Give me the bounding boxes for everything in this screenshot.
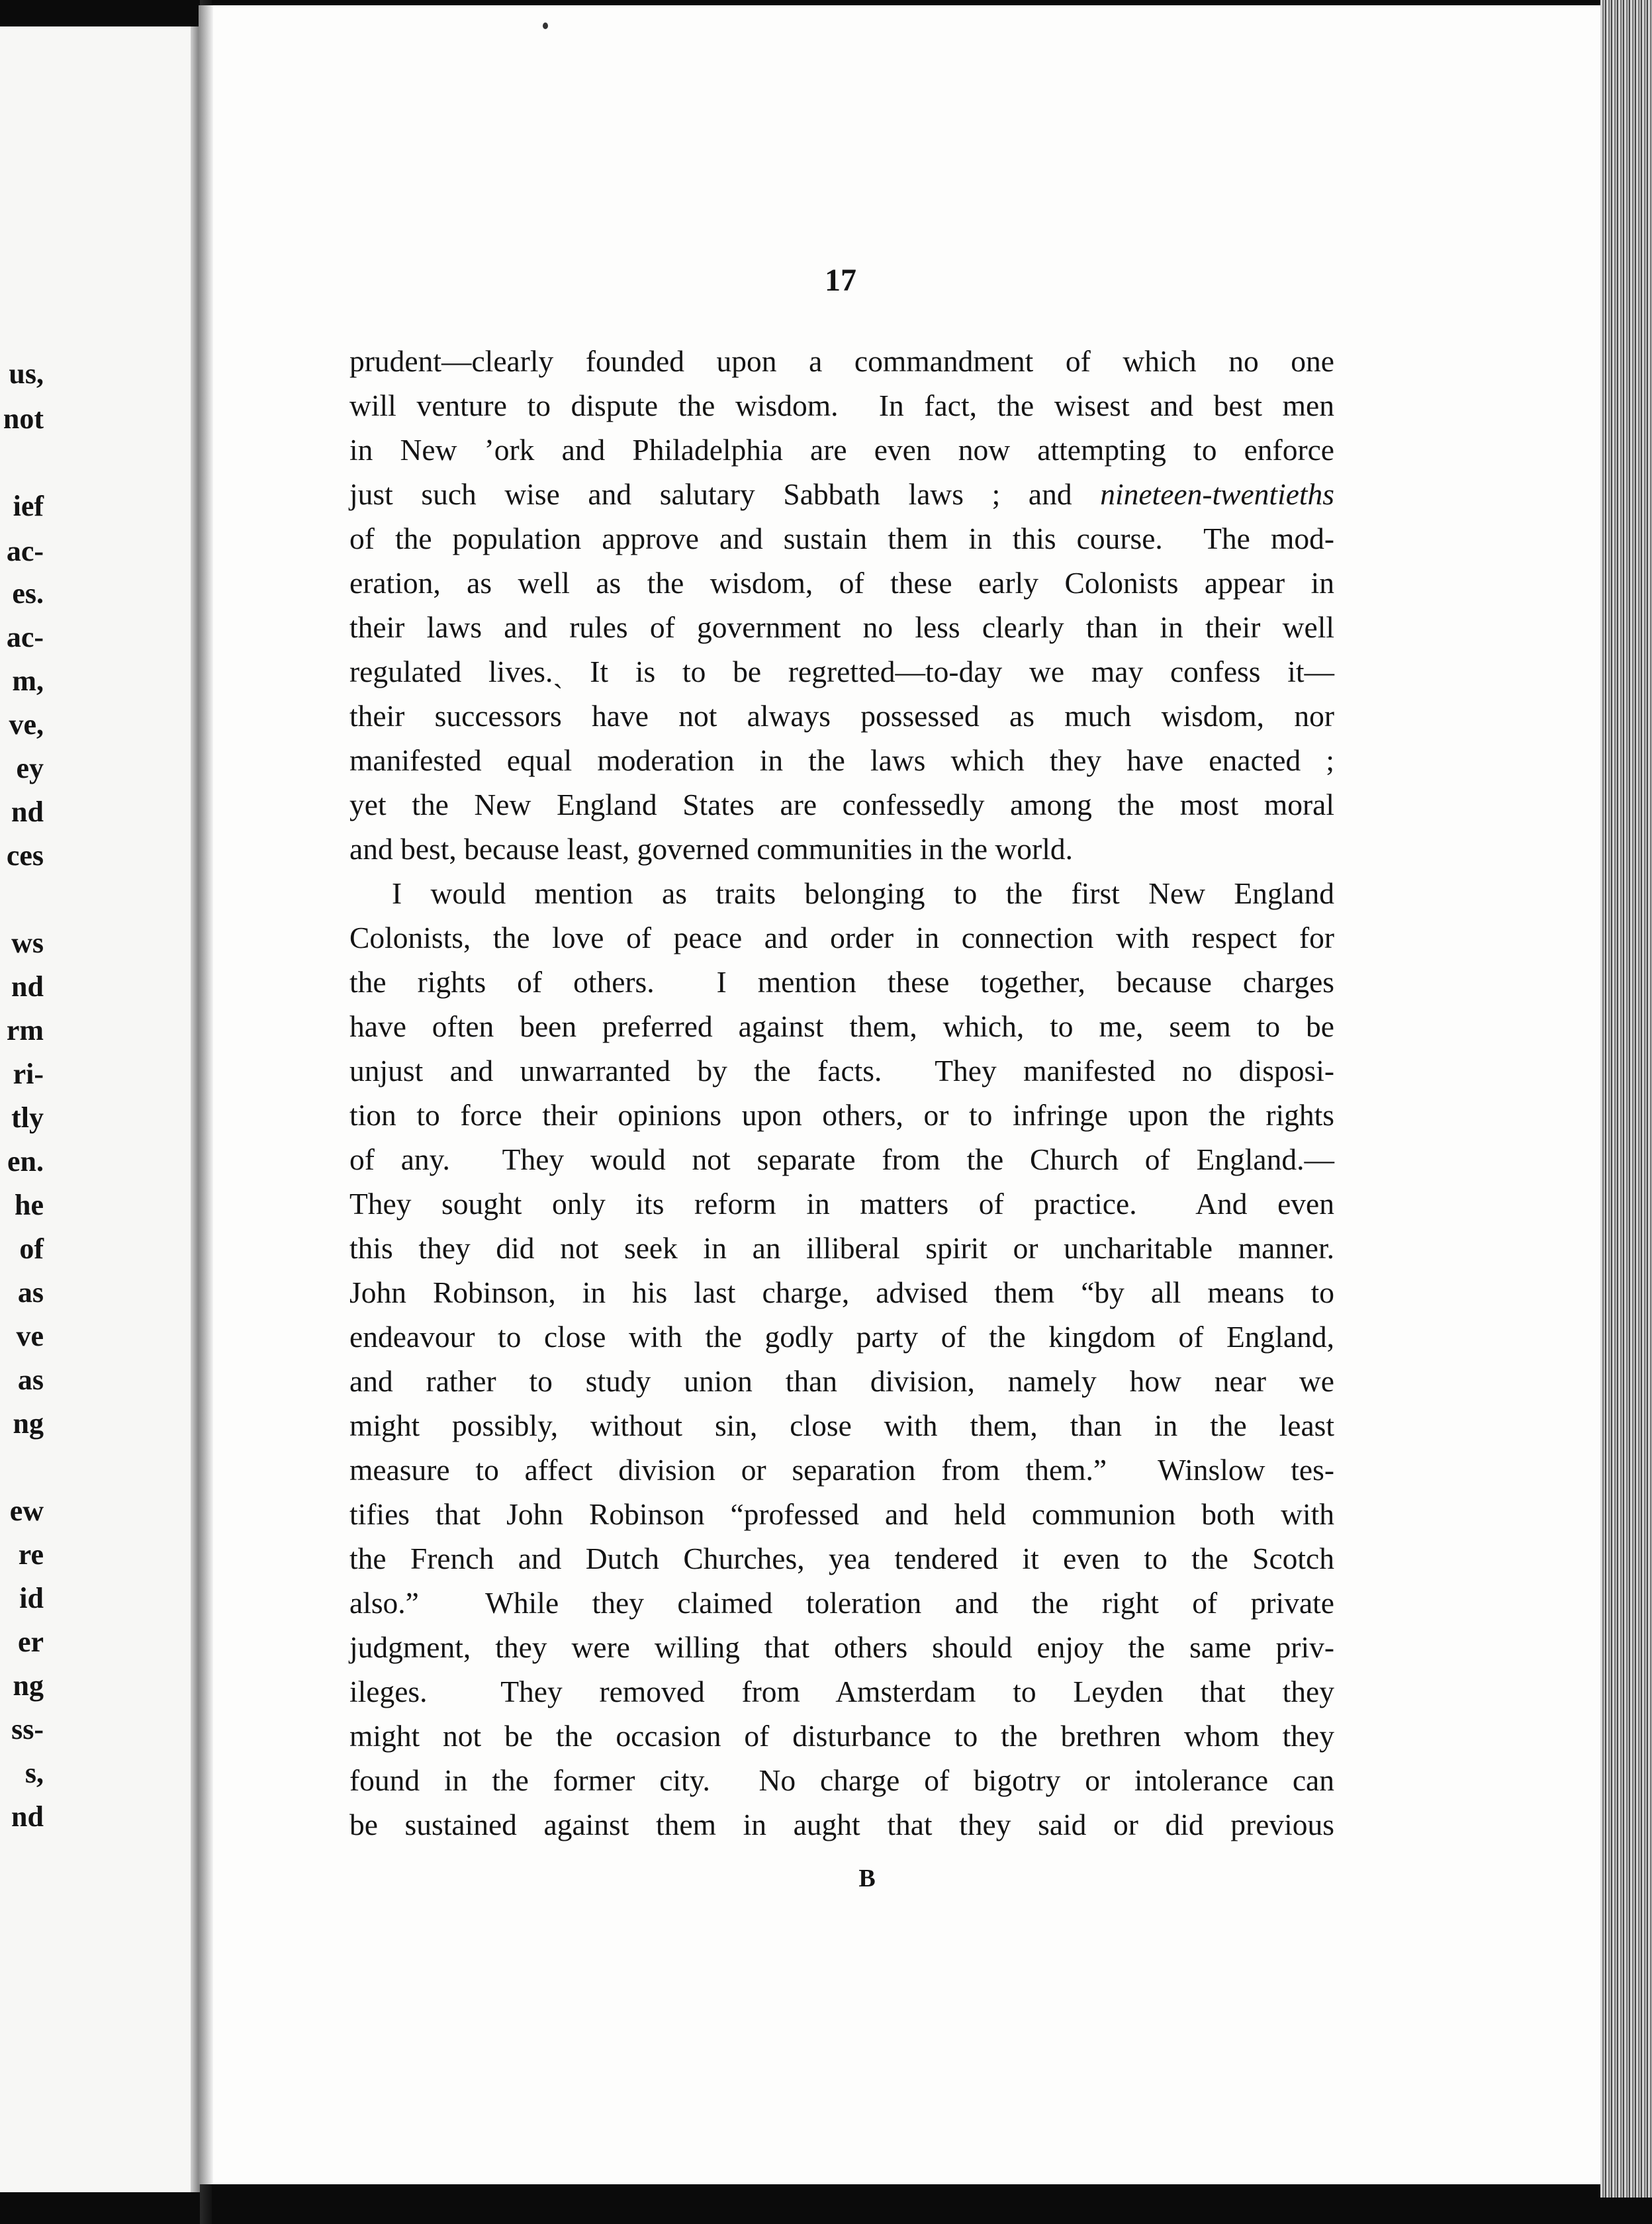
text-line: manifested equal moderation in the laws which they have enacted ; [349,743,1334,777]
facing-page-fragment: tly [11,1101,44,1134]
text-line: and rather to study union than division, namely how near we [349,1364,1334,1398]
facing-page-fragment: ew [9,1495,44,1527]
text-line: will venture to dispute the wisdom. In fact, the wisest and best men [349,389,1334,422]
facing-page-fragment: ve [16,1320,44,1352]
text-line: They sought only its reform in matters of practice. And even [349,1187,1334,1221]
spine-shadow [199,5,213,2184]
text-line: Colonists, the love of peace and order in connection with respect for [349,921,1334,954]
facing-page-fragment: ws [11,927,44,959]
text-line: I would mention as traits belonging to the first New England [392,876,1334,910]
facing-page-fragment: ss- [11,1713,44,1745]
text-line: be sustained against them in aught that they said or did previous [349,1808,1334,1841]
text-line: the French and Dutch Churches, yea tendered it even to the Scotch [349,1542,1334,1575]
page-edges [1600,0,1652,2198]
text-line: tion to force their opinions upon others, or to infringe upon the rights [349,1098,1334,1132]
text-line: eration, as well as the wisdom, of these early Colonists appear in [349,566,1334,600]
text-line: the rights of others. I mention these together, because charges [349,965,1334,999]
facing-page-fragment: ng [13,1407,44,1440]
facing-page-fragment: s, [24,1757,44,1789]
text-line: just such wise and salutary Sabbath laws ; and nineteen-twentieths [349,477,1334,511]
facing-page-fragment: ey [16,752,44,784]
text-line: tifies that John Robinson “professed and held communion both with [349,1497,1334,1531]
facing-page-fragment: he [15,1189,44,1221]
facing-page-fragment: nd [11,970,44,1003]
text-line: in New ʼork and Philadelphia are even now attempting to enforce [349,433,1334,467]
signature-mark: B [858,1865,876,1892]
text-line: endeavour to close with the godly party of the kingdom of England, [349,1320,1334,1354]
facing-page-fragment: en. [7,1145,44,1178]
facing-page-fragment: nd [11,1800,44,1833]
facing-page [0,26,200,2192]
text-line: ileges. They removed from Amsterdam to Leyden that they [349,1675,1334,1708]
text-line: this they did not seek in an illiberal spirit or uncharitable manner. [349,1231,1334,1265]
facing-page-fragment: re [18,1538,44,1571]
facing-page-fragment: us, [9,357,44,390]
text-line: and best, because least, governed communities in the world. [349,832,1073,866]
facing-page-fragment: ief [13,490,44,522]
text-line: their laws and rules of government no less clearly than in their well [349,610,1334,644]
body-text [349,339,1334,1847]
text-line: their successors have not always possessed as much wisdom, nor [349,699,1334,733]
facing-page-fragment: id [19,1582,44,1614]
facing-page-fragment: ac- [6,535,44,567]
facing-page-fragment: as [17,1364,44,1396]
text-line: might possibly, without sin, close with them, than in the least [349,1409,1334,1442]
facing-page-fragment: m, [12,665,44,697]
text-line: unjust and unwarranted by the facts. They manifested no disposi- [349,1054,1334,1088]
facing-page-fragment: not [3,402,44,435]
facing-page-fragment: es. [12,577,44,610]
facing-page-fragment: of [19,1232,44,1265]
text-line: John Robinson, in his last charge, advised them “by all means to [349,1275,1334,1309]
text-line: regulated lives.ˎ It is to be regretted—to-day we may confess it— [349,655,1334,688]
text-line: might not be the occasion of disturbance to the brethren whom they [349,1719,1334,1753]
facing-page-fragment: rm [6,1014,44,1046]
facing-page-fragment: as [17,1276,44,1309]
text-line: measure to affect division or separation from them.” Winslow tes- [349,1453,1334,1487]
facing-page-fragment: ve, [9,708,44,741]
text-line: judgment, they were willing that others should enjoy the same priv- [349,1630,1334,1664]
text-line: also.” While they claimed toleration and the right of private [349,1586,1334,1620]
facing-page-fragment: ng [13,1669,44,1702]
text-line: of any. They would not separate from the Church of England.— [349,1142,1334,1176]
text-line: found in the former city. No charge of bigotry or intolerance can [349,1763,1334,1797]
text-line: have often been preferred against them, which, to me, seem to be [349,1009,1334,1043]
facing-page-fragment: ces [6,839,44,872]
text-line: prudent—clearly founded upon a commandment of which no one [349,344,1334,378]
facing-page-fragment: ri- [13,1058,44,1090]
text-line: yet the New England States are confessedly among the most moral [349,788,1334,821]
facing-page-fragment: er [17,1626,44,1658]
ink-speck [543,23,548,29]
page-number: 17 [825,263,856,298]
facing-page-fragment: ac- [6,621,44,653]
text-line: of the population approve and sustain them in this course. The mod- [349,522,1334,555]
facing-page-fragment: nd [11,796,44,828]
